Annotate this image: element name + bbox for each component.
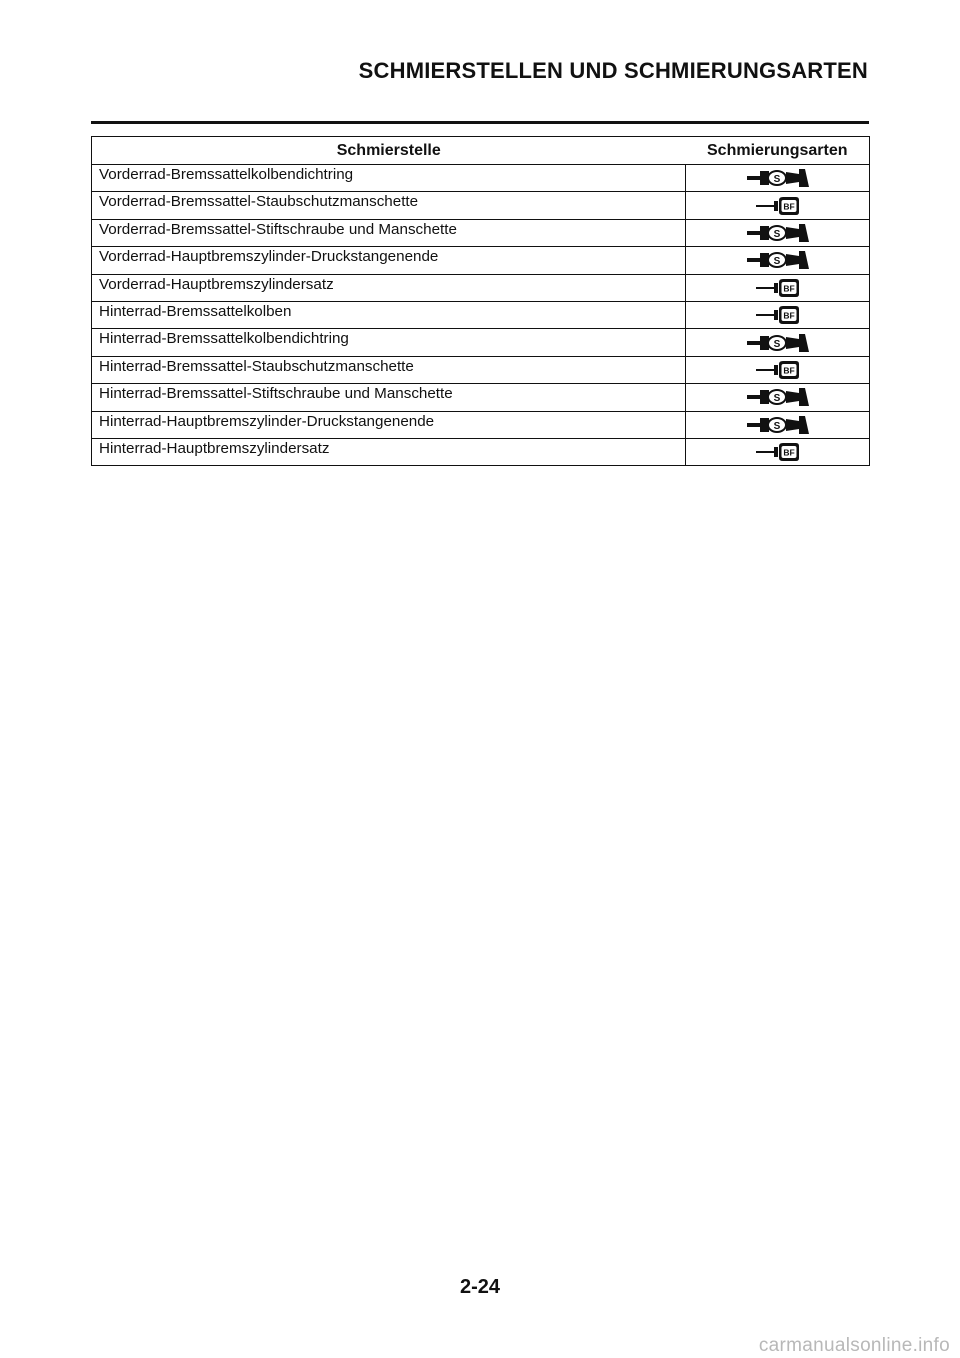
- lubrication-point-cell: Hinterrad-Bremssattelkolbendichtring: [92, 329, 686, 356]
- table-row: [92, 192, 870, 219]
- silicone-fluid-icon: [747, 334, 809, 352]
- svg-text:BF: BF: [782, 283, 795, 294]
- table-header-row: [92, 137, 870, 165]
- lubrication-point-cell: Vorderrad-Bremssattel-Staubschutzmanschette: [92, 192, 686, 219]
- svg-text:S: S: [773, 174, 780, 186]
- lubricant-type-cell: [686, 219, 870, 246]
- table-row: [92, 247, 870, 274]
- table-row: [92, 219, 870, 246]
- svg-text:BF: BF: [782, 310, 795, 321]
- lubrication-point-cell: Vorderrad-Hauptbremszylindersatz: [92, 274, 686, 301]
- svg-text:S: S: [773, 338, 780, 350]
- lubrication-point-cell: Vorderrad-Hauptbremszylinder-Druckstangenende: [92, 247, 686, 274]
- lubricant-type-cell: [686, 192, 870, 219]
- silicone-fluid-icon: [747, 388, 809, 406]
- svg-text:BF: BF: [782, 447, 795, 458]
- table-row: [92, 165, 870, 192]
- lubricant-type-cell: [686, 247, 870, 274]
- table-body: [92, 165, 870, 466]
- lubrication-point-cell: Hinterrad-Bremssattelkolben: [92, 301, 686, 328]
- svg-text:S: S: [773, 228, 780, 240]
- page-title: SCHMIERSTELLEN UND SCHMIERUNGSARTEN: [358, 58, 868, 83]
- lubricant-type-cell: [686, 329, 870, 356]
- lubricant-type-cell: [686, 274, 870, 301]
- silicone-fluid-icon: [747, 251, 809, 269]
- svg-text:S: S: [773, 420, 780, 432]
- lubrication-point-cell: Hinterrad-Hauptbremszylinder-Druckstangenende: [92, 411, 686, 438]
- lubrication-point-cell: Hinterrad-Bremssattel-Stiftschraube und Manschette: [92, 384, 686, 411]
- lubricant-type-cell: [686, 384, 870, 411]
- brake-fluid-icon: [756, 278, 800, 298]
- lubrication-point-cell: Vorderrad-Bremssattel-Stiftschraube und Manschette: [92, 219, 686, 246]
- table-row: [92, 411, 870, 438]
- svg-text:S: S: [773, 393, 780, 405]
- header-lubricant-type: Schmierungsarten: [686, 137, 870, 165]
- lubricant-type-cell: [686, 438, 870, 465]
- watermark: carmanualsonline.info: [758, 1335, 950, 1356]
- brake-fluid-icon: [756, 360, 800, 380]
- lubricant-type-cell: [686, 356, 870, 383]
- table-row: [92, 438, 870, 465]
- lubrication-table: [91, 136, 870, 466]
- header-lubrication-point: Schmierstelle: [92, 137, 686, 165]
- lubrication-point-cell: Hinterrad-Hauptbremszylindersatz: [92, 438, 686, 465]
- silicone-fluid-icon: [747, 416, 809, 434]
- table-row: [92, 301, 870, 328]
- brake-fluid-icon: [756, 196, 800, 216]
- table-row: [92, 274, 870, 301]
- lubricant-type-cell: [686, 301, 870, 328]
- svg-text:BF: BF: [782, 201, 795, 212]
- lubricant-type-cell: [686, 411, 870, 438]
- silicone-fluid-icon: [747, 169, 809, 187]
- title-rule: [91, 121, 869, 124]
- brake-fluid-icon: [756, 305, 800, 325]
- lubrication-point-cell: Hinterrad-Bremssattel-Staubschutzmanschette: [92, 356, 686, 383]
- silicone-fluid-icon: [747, 224, 809, 242]
- table-row: [92, 329, 870, 356]
- svg-text:S: S: [773, 256, 780, 268]
- brake-fluid-icon: [756, 442, 800, 462]
- table-row: [92, 384, 870, 411]
- svg-text:BF: BF: [782, 365, 795, 376]
- lubricant-type-cell: [686, 165, 870, 192]
- table-row: [92, 356, 870, 383]
- page-number: 2-24: [459, 1276, 501, 1298]
- lubrication-point-cell: Vorderrad-Bremssattelkolbendichtring: [92, 165, 686, 192]
